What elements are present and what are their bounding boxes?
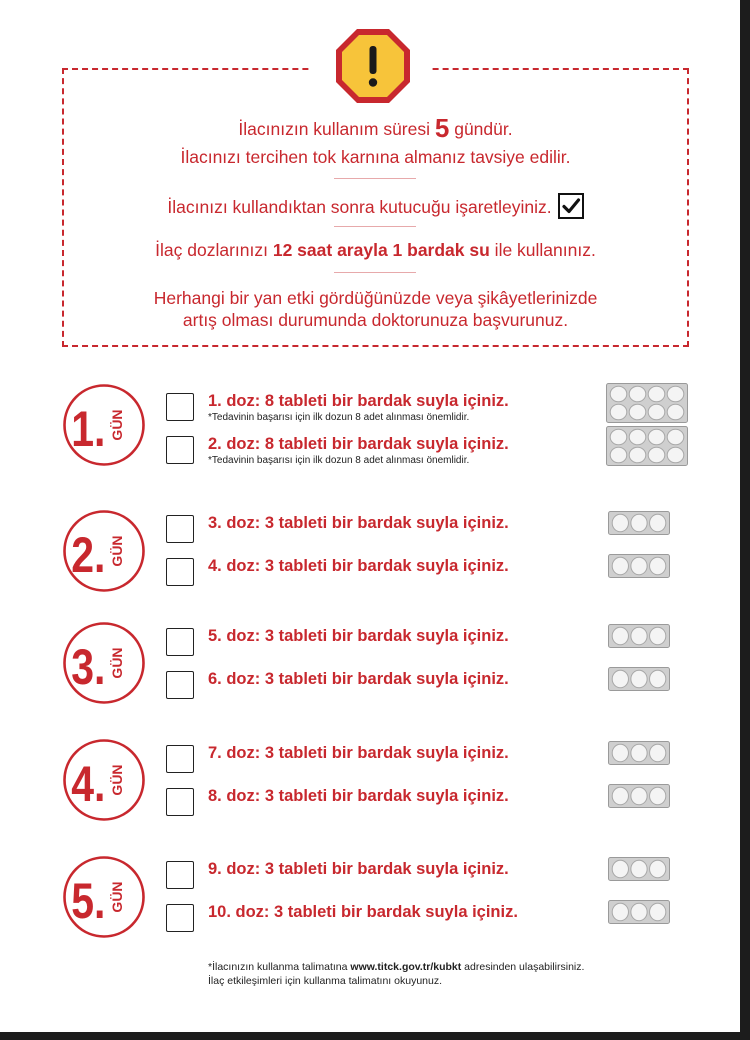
day-label: GÜN: [109, 881, 125, 913]
dose-text-7: 7. doz: 3 tableti bir bardak suyla içiniz.: [208, 744, 509, 762]
dose-text-3: 3. doz: 3 tableti bir bardak suyla içiniz.: [208, 514, 509, 532]
dose-text-5: 5. doz: 3 tableti bir bardak suyla içiniz.: [208, 627, 509, 645]
dose-checkbox-7[interactable]: [166, 745, 194, 773]
day-number: 3.: [71, 639, 106, 695]
blister-pack-icon: [608, 784, 670, 808]
side-effect-line-2: artış olması durumunda doktorunuza başvurunuz.: [182, 310, 569, 330]
blister-pack-icon: [608, 900, 670, 924]
dose-text-4: 4. doz: 3 tableti bir bardak suyla içiniz.: [208, 557, 509, 575]
checked-checkbox-icon: [558, 193, 584, 219]
dose-checkbox-10[interactable]: [166, 904, 194, 932]
duration-line: İlacınızın kullanım süresi 5 gündür.: [238, 113, 513, 143]
separator: [334, 226, 416, 227]
food-advice-line: İlacınızı tercihen tok karnına almanız tavsiye edilir.: [180, 147, 571, 167]
day-number: 4.: [71, 756, 106, 812]
day-label: GÜN: [109, 535, 125, 567]
warning-octagon-icon: [333, 26, 413, 106]
dose-checkbox-9[interactable]: [166, 861, 194, 889]
dose-checkbox-1[interactable]: [166, 393, 194, 421]
dose-text-10: 10. doz: 3 tableti bir bardak suyla içiniz.: [208, 903, 518, 921]
blister-pack-icon: [606, 426, 688, 466]
blister-pack-icon: [608, 511, 670, 535]
day-badge-5: [62, 855, 146, 939]
dose-text-1: 1. doz: 8 tableti bir bardak suyla içiniz.: [208, 392, 509, 410]
dose-checkbox-2[interactable]: [166, 436, 194, 464]
day-badge-4: [62, 738, 146, 822]
dose-note-2: *Tedavinin başarısı için ilk dozun 8 adet alınması önemlidir.: [208, 455, 470, 466]
footer-note: *İlacınızın kullanma talimatına www.titck.gov.tr/kubkt adresinden ulaşabilirsiniz. İlaç etkileşimleri için kullanma talimatını okuyunuz.: [208, 961, 585, 987]
dose-checkbox-4[interactable]: [166, 558, 194, 586]
kubkt-link[interactable]: www.titck.gov.tr/kubkt: [350, 961, 462, 973]
blister-pack-icon: [608, 667, 670, 691]
dose-text-9: 9. doz: 3 tableti bir bardak suyla içiniz.: [208, 860, 509, 878]
side-effect-line-1: Herhangi bir yan etki gördüğünüzde veya şikâyetlerinizde: [153, 288, 598, 308]
separator: [334, 272, 416, 273]
day-badge-1: [62, 383, 146, 467]
blister-pack-icon: [608, 554, 670, 578]
day-number: 1.: [71, 401, 106, 457]
blister-pack-icon: [608, 741, 670, 765]
blister-pack-icon: [608, 624, 670, 648]
blister-pack-icon: [606, 383, 688, 423]
day-number: 5.: [71, 873, 106, 929]
dose-checkbox-5[interactable]: [166, 628, 194, 656]
day-badge-3: [62, 621, 146, 705]
dose-note-1: *Tedavinin başarısı için ilk dozun 8 adet alınması önemlidir.: [208, 412, 470, 423]
separator: [334, 178, 416, 179]
blister-pack-icon: [608, 857, 670, 881]
dose-checkbox-6[interactable]: [166, 671, 194, 699]
dosing-interval-line: İlaç dozlarınızı 12 saat arayla 1 bardak su ile kullanınız.: [155, 240, 596, 260]
day-number: 2.: [71, 527, 106, 583]
mark-box-line: İlacınızı kullandıktan sonra kutucuğu işaretleyiniz.: [62, 193, 689, 219]
dose-text-6: 6. doz: 3 tableti bir bardak suyla içiniz.: [208, 670, 509, 688]
day-label: GÜN: [109, 647, 125, 679]
dose-checkbox-3[interactable]: [166, 515, 194, 543]
day-label: GÜN: [109, 764, 125, 796]
dose-text-8: 8. doz: 3 tableti bir bardak suyla içiniz.: [208, 787, 509, 805]
day-label: GÜN: [109, 409, 125, 441]
dose-text-2: 2. doz: 8 tableti bir bardak suyla içiniz.: [208, 435, 509, 453]
dose-checkbox-8[interactable]: [166, 788, 194, 816]
day-badge-2: [62, 509, 146, 593]
